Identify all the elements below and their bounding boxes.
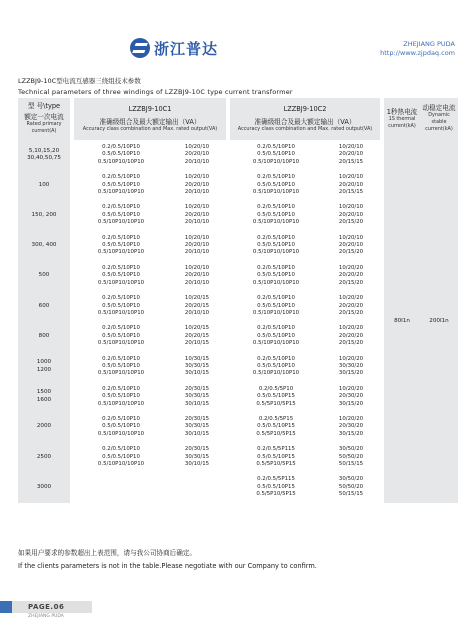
model2-output-cell-line: 20/20/20 <box>338 272 364 279</box>
model2-output-cell <box>322 412 380 442</box>
model1-accuracy-cell-line: 0.5/10P10/10P10 <box>97 189 145 196</box>
model2-accuracy-cell-line: 0.5/10P10/10P10 <box>252 279 300 286</box>
rated-current-cell-line: 1000 <box>36 359 52 366</box>
model1-output-cell-line: 20/20/10 <box>184 242 210 249</box>
model1-output-cell-line: 20/30/15 <box>184 415 210 422</box>
model2-output-cell-line: 50/50/20 <box>338 483 364 490</box>
model2-output-cell-line: 30/50/20 <box>338 476 364 483</box>
page-subtitle: ZHEJIANG PUDA <box>28 614 64 619</box>
model1-accuracy-cell-line: 0.5/0.5/10P10 <box>102 453 140 460</box>
rated-current-cell <box>18 231 70 261</box>
model1-output-cell-line: 20/20/10 <box>184 151 210 158</box>
model2-output-cell-line: 20/15/20 <box>338 219 364 226</box>
model2-output-cell-line: 10/20/10 <box>338 144 364 150</box>
header-dynamic <box>420 98 458 140</box>
logo-mark-icon <box>130 38 150 58</box>
model1-output-cell-line: 20/30/15 <box>184 385 210 392</box>
model2-output-cell-line: 30/15/20 <box>338 370 364 377</box>
header-rated-current-cn: 额定一次电流 <box>24 113 64 121</box>
company-info <box>380 40 455 58</box>
model2-accuracy-cell-line: 0.2/0.5/10P10 <box>257 174 295 181</box>
model1-accuracy-cell-line: 0.5/0.5/10P10 <box>102 393 140 400</box>
model1-output-cell-line: 10/20/10 <box>184 264 210 271</box>
model2-output-cell-line: 30/50/20 <box>338 446 364 453</box>
model2-accuracy-cell-line: 0.5/0.5/10P10 <box>257 362 295 369</box>
model1-output-cell-line: 30/10/15 <box>184 430 210 437</box>
model1-accuracy-cell <box>74 291 168 321</box>
model2-output-cell-line: 30/15/20 <box>338 400 364 407</box>
gap-cell <box>380 321 384 351</box>
model2-accuracy-cell-line: 0.5/0.5/10P10 <box>257 302 295 309</box>
model1-accuracy-cell-line: 0.2/0.5/10P10 <box>102 144 140 150</box>
model1-output-cell <box>168 321 226 351</box>
model1-accuracy-cell-line: 0.5/0.5/10P10 <box>102 272 140 279</box>
model1-output-cell-line: 10/20/10 <box>184 234 210 241</box>
company-name: ZHEJIANG PUDA <box>403 40 455 48</box>
header-combo2-en: Accuracy class combination and Max. rated output(VA) <box>237 125 373 132</box>
model2-output-cell <box>322 200 380 230</box>
model1-output-cell <box>168 140 226 170</box>
rated-current-cell-line: 3000 <box>36 483 52 490</box>
model2-accuracy-cell-line: 0.5/10P10/10P10 <box>252 158 300 165</box>
logo-text: 浙江普达 <box>154 39 219 58</box>
thermal-current-value: 80I1n <box>384 140 420 503</box>
model2-accuracy-cell-line: 0.2/0.5/10P10 <box>257 264 295 271</box>
model2-accuracy-cell-line: 0.5/5P10/5P15 <box>256 491 296 498</box>
model2-output-cell-line: 20/15/15 <box>338 189 364 196</box>
model2-output-cell <box>322 321 380 351</box>
model2-output-cell-line: 20/15/20 <box>338 279 364 286</box>
model2-accuracy-cell-line: 0.5/0.5/10P15 <box>257 453 295 460</box>
model1-accuracy-cell <box>74 442 168 472</box>
dynamic-current-value: 200I1n <box>420 140 458 503</box>
model1-output-cell-line: 20/30/15 <box>184 446 210 453</box>
model1-output-cell-line: 30/30/15 <box>184 362 210 369</box>
model1-accuracy-cell-line: 0.5/10P10/10P10 <box>97 461 145 467</box>
model2-accuracy-cell-line: 0.5/0.5/10P10 <box>257 181 295 188</box>
model1-accuracy-cell <box>74 472 168 502</box>
rated-current-cell <box>18 442 70 472</box>
gap-cell <box>380 261 384 291</box>
model2-accuracy-cell-line: 0.5/5P10/5P15 <box>256 461 296 467</box>
rated-current-cell-line: 300, 400 <box>31 242 57 249</box>
footnote-cn: 如果用户要求的参数超出上表范围，请与我公司协商后确定。 <box>18 549 197 557</box>
model1-accuracy-cell-line: 0.5/10P10/10P10 <box>97 370 145 377</box>
model2-accuracy-cell <box>230 472 322 502</box>
model2-output-cell-line: 20/15/20 <box>338 340 364 347</box>
model1-accuracy-cell <box>74 231 168 261</box>
model1-output-cell <box>168 200 226 230</box>
model2-accuracy-cell-line: 0.2/0.5/10P10 <box>257 325 295 332</box>
model1-accuracy-cell-line: 0.5/0.5/10P10 <box>102 242 140 249</box>
model2-accuracy-cell-line: 0.5/10P10/10P10 <box>252 189 300 196</box>
model1-output-cell <box>168 472 226 502</box>
model2-accuracy-cell-line: 0.5/5P10/5P15 <box>256 400 296 407</box>
model2-accuracy-cell <box>230 261 322 291</box>
gap-cell <box>380 170 384 200</box>
header-thermal-en: 1S thermal current(kA) <box>388 115 416 129</box>
model1-output-cell-line: 10/20/10 <box>184 204 210 211</box>
model1-accuracy-cell-line: 0.5/0.5/10P10 <box>102 362 140 369</box>
model1-output-cell-line: 10/20/10 <box>184 144 210 150</box>
rated-current-cell <box>18 200 70 230</box>
model1-accuracy-cell-line: 0.5/10P10/10P10 <box>97 249 145 256</box>
model1-output-cell <box>168 291 226 321</box>
model2-output-cell-line: 20/15/20 <box>338 309 364 316</box>
rated-current-cell-line: 1200 <box>36 366 52 373</box>
model2-accuracy-cell-line: 0.5/0.5/10P15 <box>257 483 295 490</box>
model2-accuracy-cell-line: 0.2/0.5/10P10 <box>257 144 295 150</box>
header-thermal <box>384 98 420 140</box>
header-combo1-en: Accuracy class combination and Max. rated output(VA) <box>82 125 218 132</box>
model2-output-cell-line: 20/20/10 <box>338 211 364 218</box>
model2-output-cell <box>322 170 380 200</box>
model2-output-cell-line: 10/20/10 <box>338 204 364 211</box>
header-combo1-cn: 准确级组合及最大额定输出（VA） <box>99 117 201 126</box>
model2-accuracy-cell-line: 0.5/0.5/10P10 <box>257 211 295 218</box>
model1-accuracy-cell-line: 0.5/0.5/10P10 <box>102 302 140 309</box>
model1-accuracy-cell-line: 0.2/0.5/10P10 <box>102 446 140 453</box>
rated-current-cell <box>18 321 70 351</box>
model2-accuracy-cell <box>230 291 322 321</box>
model1-accuracy-cell-line: 0.5/0.5/10P10 <box>102 181 140 188</box>
rated-current-cell <box>18 382 70 412</box>
model1-output-cell-line: 20/10/15 <box>184 340 210 347</box>
model1-accuracy-cell-line: 0.2/0.5/10P10 <box>102 295 140 302</box>
model2-accuracy-cell-line: 0.5/10P10/10P10 <box>252 219 300 226</box>
model2-accuracy-cell-line: 0.5/10P10/10P10 <box>252 309 300 316</box>
rated-current-cell-line: 5,10,15,20 <box>28 147 60 154</box>
model1-accuracy-cell <box>74 412 168 442</box>
rated-current-cell <box>18 261 70 291</box>
model1-output-cell-line: 20/10/10 <box>184 158 210 165</box>
model1-accuracy-cell-line: 0.5/0.5/10P10 <box>102 211 140 218</box>
model1-accuracy-cell-line: 0.5/10P10/10P10 <box>97 158 145 165</box>
model2-accuracy-cell-line: 0.2/0.5/5P15 <box>258 415 294 422</box>
rated-current-cell-line: 600 <box>38 302 50 309</box>
model1-accuracy-cell-line: 0.2/0.5/10P10 <box>102 415 140 422</box>
model2-accuracy-cell-line: 0.5/10P10/10P10 <box>252 370 300 377</box>
page-bar-accent <box>0 601 12 613</box>
model1-output-cell-line: 20/10/10 <box>184 219 210 226</box>
model2-accuracy-cell-line: 0.5/5P10/5P15 <box>256 430 296 437</box>
model2-output-cell <box>322 231 380 261</box>
page-header <box>0 0 469 62</box>
model2-output-cell <box>322 382 380 412</box>
model2-output-cell-line: 30/15/20 <box>338 430 364 437</box>
gap-cell <box>380 352 384 382</box>
footnote-en: If the clients parameters is not in the table.Please negotiate with our Company to confirm. <box>18 562 317 570</box>
model1-accuracy-cell-line: 0.2/0.5/10P10 <box>102 234 140 241</box>
model2-output-cell <box>322 291 380 321</box>
rated-current-cell <box>18 170 70 200</box>
model2-accuracy-cell-line: 0.2/0.5/10P10 <box>257 355 295 362</box>
model2-output-cell-line: 10/20/20 <box>338 295 364 302</box>
rated-current-cell <box>18 140 70 170</box>
rated-current-cell-line: 1600 <box>36 396 52 403</box>
model1-accuracy-cell-line: 0.5/0.5/10P10 <box>102 332 140 339</box>
rated-current-cell <box>18 291 70 321</box>
model1-output-cell-line: 10/30/15 <box>184 355 210 362</box>
rated-current-cell <box>18 412 70 442</box>
header-model2-name: LZZBJ9-10C2 <box>283 104 327 113</box>
model1-accuracy-cell-line: 0.5/10P10/10P10 <box>97 340 145 347</box>
model2-accuracy-cell-line: 0.5/0.5/10P10 <box>257 151 295 158</box>
rated-current-cell-line: 30,40,50,75 <box>27 155 61 162</box>
model2-accuracy-cell-line: 0.5/0.5/10P15 <box>257 423 295 430</box>
model2-output-cell-line: 50/15/15 <box>338 461 364 467</box>
model2-accuracy-cell <box>230 442 322 472</box>
gap-cell <box>380 291 384 321</box>
model2-output-cell-line: 10/20/20 <box>338 415 364 422</box>
model1-output-cell-line: 20/20/15 <box>184 302 210 309</box>
model1-accuracy-cell-line: 0.2/0.5/10P10 <box>102 204 140 211</box>
model2-accuracy-cell <box>230 412 322 442</box>
model2-output-cell-line: 10/20/20 <box>338 385 364 392</box>
model2-output-cell-line: 10/20/20 <box>338 264 364 271</box>
model2-accuracy-cell-line: 0.2/0.5/5P115 <box>257 476 295 483</box>
model1-accuracy-cell <box>74 261 168 291</box>
model2-output-cell-line: 20/15/20 <box>338 249 364 256</box>
model1-output-cell-line: 30/10/15 <box>184 370 210 377</box>
model1-accuracy-cell-line: 0.2/0.5/10P10 <box>102 385 140 392</box>
section-title <box>18 76 293 98</box>
header-model-label: 型 号\type <box>27 102 61 110</box>
header-dynamic-cn: 动稳定电流 <box>422 104 456 112</box>
rated-current-cell-line: 800 <box>38 332 50 339</box>
rated-current-cell-line: 150, 200 <box>31 211 57 218</box>
model1-accuracy-cell-line: 0.2/0.5/10P10 <box>102 174 140 181</box>
gap-cell <box>380 472 384 502</box>
title-cn: LZZBJ9-10C型电流互感器三绕组技术参数 <box>18 77 141 85</box>
model2-output-cell-line: 20/20/10 <box>338 242 364 249</box>
model1-output-cell <box>168 261 226 291</box>
rated-current-cell-line: 500 <box>38 272 50 279</box>
gap-cell <box>380 231 384 261</box>
model2-accuracy-cell-line: 0.5/0.5/10P15 <box>257 393 295 400</box>
model1-output-cell <box>168 352 226 382</box>
model1-accuracy-cell <box>74 321 168 351</box>
model1-output-cell-line: 30/10/15 <box>184 400 210 407</box>
page-number: PAGE.06 <box>28 603 65 611</box>
company-url[interactable]: http://www.zjpdaq.com <box>380 49 455 57</box>
model1-accuracy-cell <box>74 382 168 412</box>
model2-output-cell-line: 10/20/20 <box>338 355 364 362</box>
model1-output-cell-line: 30/30/15 <box>184 453 210 460</box>
model1-output-cell-line: 30/30/15 <box>184 393 210 400</box>
model2-output-cell-line: 10/20/10 <box>338 174 364 181</box>
header-combo2-cn: 准确级组合及最大额定输出（VA） <box>254 117 356 126</box>
footnote <box>18 547 317 573</box>
model2-accuracy-cell-line: 0.2/0.5/10P10 <box>257 204 295 211</box>
model1-output-cell-line: 10/20/15 <box>184 325 210 332</box>
model2-accuracy-cell <box>230 170 322 200</box>
model2-accuracy-cell <box>230 382 322 412</box>
model1-output-cell-line: 20/10/10 <box>184 189 210 196</box>
model1-output-cell-line: 20/20/10 <box>184 211 210 218</box>
header-rated-current-en: Rated primary current(A) <box>26 121 62 134</box>
model1-accuracy-cell-line: 0.2/0.5/10P10 <box>102 325 140 332</box>
model2-accuracy-cell <box>230 140 322 170</box>
model2-output-cell-line: 10/20/20 <box>338 325 364 332</box>
model2-accuracy-cell <box>230 352 322 382</box>
gap-cell <box>380 442 384 472</box>
model1-output-cell-line: 10/20/10 <box>184 174 210 181</box>
rated-current-cell-line: 2500 <box>36 453 52 460</box>
header-model2 <box>230 98 380 140</box>
model1-accuracy-cell <box>74 352 168 382</box>
model2-output-cell <box>322 140 380 170</box>
gap-cell <box>380 382 384 412</box>
model1-accuracy-cell-line: 0.2/0.5/10P10 <box>102 264 140 271</box>
model1-output-cell <box>168 170 226 200</box>
model1-output-cell <box>168 231 226 261</box>
model2-output-cell-line: 20/15/15 <box>338 158 364 165</box>
model2-output-cell-line: 10/20/10 <box>338 234 364 241</box>
header-model1 <box>74 98 226 140</box>
model1-accuracy-cell-line: 0.2/0.5/10P10 <box>102 355 140 362</box>
model1-accuracy-cell <box>74 170 168 200</box>
table-header-row <box>18 98 458 140</box>
model1-output-cell-line: 20/20/10 <box>184 181 210 188</box>
model1-accuracy-cell-line: 0.5/0.5/10P10 <box>102 151 140 158</box>
model2-accuracy-cell-line: 0.5/0.5/10P10 <box>257 242 295 249</box>
model1-accuracy-cell <box>74 140 168 170</box>
table-row <box>18 140 458 170</box>
model2-output-cell-line: 30/30/20 <box>338 362 364 369</box>
model1-accuracy-cell-line: 0.5/10P10/10P10 <box>97 219 145 226</box>
header-dynamic-en: Dynamic stable current(kA) <box>425 112 453 132</box>
model2-accuracy-cell-line: 0.2/0.5/5P10 <box>258 385 294 392</box>
model1-accuracy-cell-line: 0.5/10P10/10P10 <box>97 400 145 407</box>
model2-output-cell-line: 20/20/10 <box>338 181 364 188</box>
model1-output-cell-line: 20/10/10 <box>184 309 210 316</box>
model2-accuracy-cell <box>230 231 322 261</box>
rated-current-cell-line: 1500 <box>36 389 52 396</box>
model2-output-cell-line: 20/20/20 <box>338 302 364 309</box>
model2-output-cell <box>322 261 380 291</box>
title-en: Technical parameters of three windings of LZZBJ9-10C type current transformer <box>18 88 293 96</box>
table-body <box>18 140 458 503</box>
model1-output-cell-line: 10/20/15 <box>184 295 210 302</box>
model2-output-cell-line: 20/30/20 <box>338 393 364 400</box>
model1-output-cell-line: 20/10/10 <box>184 279 210 286</box>
gap-cell <box>380 412 384 442</box>
model2-accuracy-cell-line: 0.2/0.5/10P10 <box>257 295 295 302</box>
model2-accuracy-cell-line: 0.2/0.5/5P115 <box>257 446 295 453</box>
gap-cell <box>380 200 384 230</box>
header-model1-name: LZZBJ9-10C1 <box>128 104 172 113</box>
model2-output-cell-line: 20/20/10 <box>338 151 364 158</box>
model2-output-cell <box>322 472 380 502</box>
model2-output-cell-line: 20/20/20 <box>338 332 364 339</box>
spec-table <box>18 98 458 503</box>
model2-accuracy-cell-line: 0.2/0.5/10P10 <box>257 234 295 241</box>
model1-output-cell-line: 30/10/15 <box>184 461 210 467</box>
model1-accuracy-cell <box>74 200 168 230</box>
model2-output-cell-line: 50/50/20 <box>338 453 364 460</box>
model2-accuracy-cell-line: 0.5/0.5/10P10 <box>257 272 295 279</box>
model1-output-cell <box>168 412 226 442</box>
rated-current-cell-line: 100 <box>38 181 50 188</box>
model2-output-cell-line: 50/15/15 <box>338 491 364 498</box>
header-thermal-cn: 1秒热电流 <box>386 107 418 116</box>
model2-accuracy-cell <box>230 200 322 230</box>
model1-output-cell-line: 20/20/15 <box>184 332 210 339</box>
rated-current-cell <box>18 352 70 382</box>
model1-output-cell <box>168 382 226 412</box>
model1-output-cell <box>168 442 226 472</box>
model2-output-cell <box>322 442 380 472</box>
model2-accuracy-cell <box>230 321 322 351</box>
model2-accuracy-cell-line: 0.5/0.5/10P10 <box>257 332 295 339</box>
model1-accuracy-cell-line: 0.5/10P10/10P10 <box>97 309 145 316</box>
model1-output-cell-line: 30/30/15 <box>184 423 210 430</box>
model2-accuracy-cell-line: 0.5/10P10/10P10 <box>252 340 300 347</box>
model1-accuracy-cell-line: 0.5/10P10/10P10 <box>97 430 145 437</box>
model2-output-cell-line: 20/30/20 <box>338 423 364 430</box>
model2-output-cell <box>322 352 380 382</box>
company-logo <box>130 38 218 58</box>
model1-output-cell-line: 20/10/10 <box>184 249 210 256</box>
model1-accuracy-cell-line: 0.5/0.5/10P10 <box>102 423 140 430</box>
model1-accuracy-cell-line: 0.5/10P10/10P10 <box>97 279 145 286</box>
rated-current-cell-line: 2000 <box>36 423 52 430</box>
model2-accuracy-cell-line: 0.5/10P10/10P10 <box>252 249 300 256</box>
rated-current-cell <box>18 472 70 502</box>
header-model-current <box>18 98 70 140</box>
model1-output-cell-line: 20/20/10 <box>184 272 210 279</box>
